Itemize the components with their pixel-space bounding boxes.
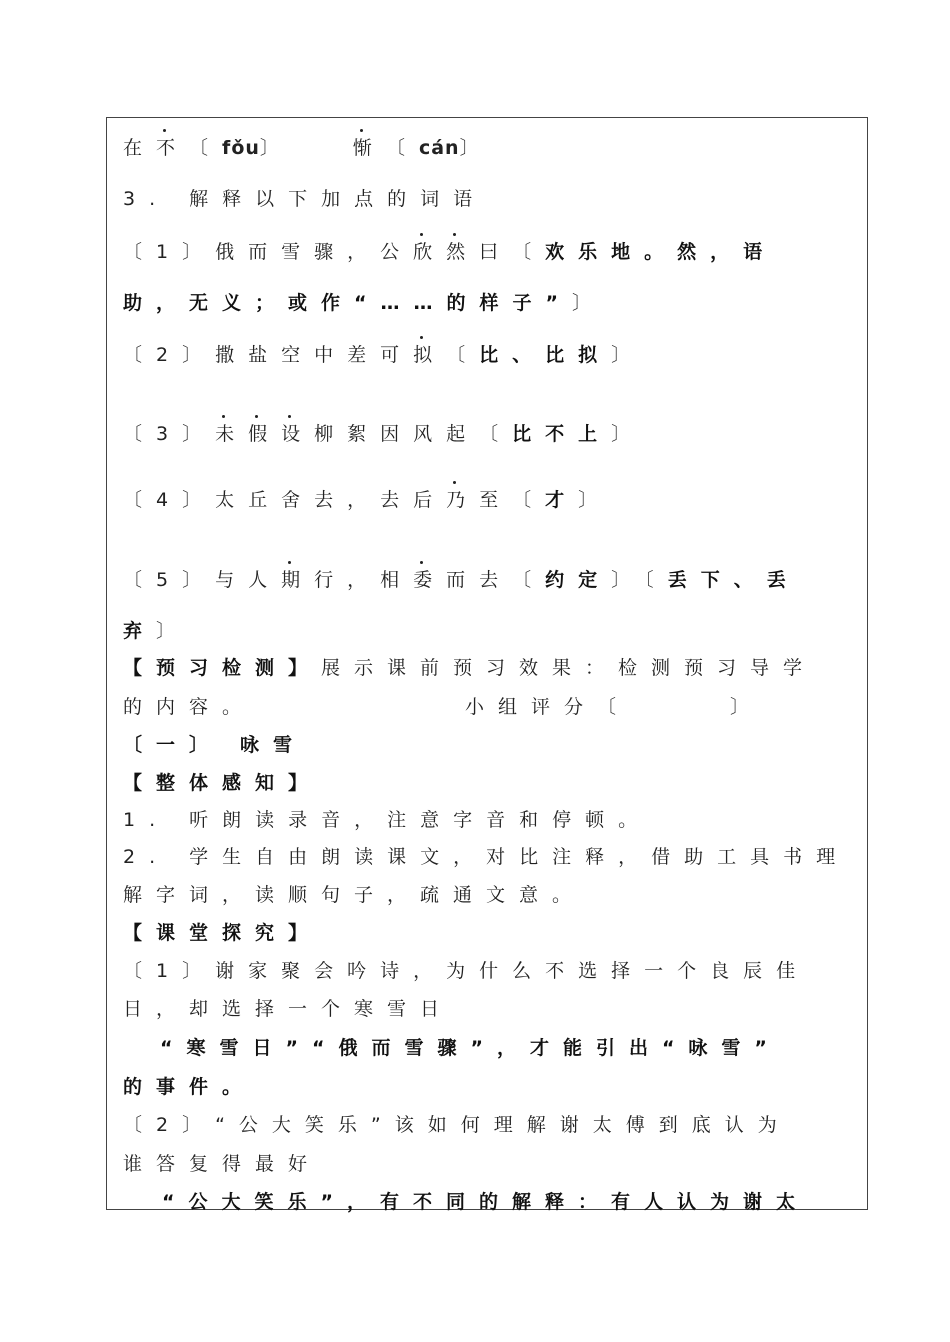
question-2-cont: 谁答复得最好 [123,1153,322,1175]
item-5: 〔5〕与人期行，相委而去〔约定〕〔丢下、丢 [123,569,800,591]
task-2-cont: 解字词，读顺句子，疏通文意。 [123,884,586,906]
answer-1-cont: 的事件。 [123,1076,256,1098]
dotted-char: 不 [156,137,190,159]
item-1-cont: 助，无义；或作“……的样子”〕 [123,292,605,314]
answer-2: “公大笑乐”，有不同的解释：有人认为谢太 [162,1191,809,1213]
task-2: 2. 学生自由朗读课文，对比注释，借助工具书理 [123,846,850,868]
item-2: 〔2〕撒盐空中差可拟〔比、比拟〕 [123,344,645,366]
pinyin-answer: cán [418,137,460,159]
question-1-cont: 日，却选择一个寒雪日 [123,998,454,1020]
task-1: 1. 听朗读录音，注意字音和停顿。 [123,809,652,831]
item-1: 〔1〕俄而雪骤，公欣然曰〔欢乐地。然，语 [123,241,777,263]
answer-1: “寒雪日”“俄而雪骤”，才能引出“咏雪” [160,1037,781,1059]
question-2: 〔2〕“公大笑乐”该如何理解谢太傅到底认为 [123,1114,791,1136]
part-title: 〔一〕 咏雪 [123,734,307,756]
pronunciation-line: 在不〔fǒu〕 惭〔cán〕 [123,137,493,159]
item-5-cont: 弃〕 [123,620,190,642]
question-1: 〔1〕谢家聚会吟诗，为什么不选择一个良辰佳 [123,960,810,982]
item-3: 〔3〕未假设柳絮因风起〔比不上〕 [123,423,645,445]
dotted-char: 惭 [352,137,386,159]
pinyin-answer: fǒu [222,137,260,159]
section-heading: 3. 解释以下加点的词语 [123,188,487,210]
overall-perception-heading: 【整体感知】 [123,772,322,794]
class-inquiry-heading: 【课堂探究】 [123,922,322,944]
answer: 欢乐地。然，语 [545,241,777,263]
preview-check-cont: 的内容。 小组评分〔 〕 [123,696,764,718]
preview-check: 【预习检测】展示课前预习效果：检测预习导学 [123,657,817,679]
item-4: 〔4〕太丘舍去，去后乃至〔才〕 [123,489,612,511]
